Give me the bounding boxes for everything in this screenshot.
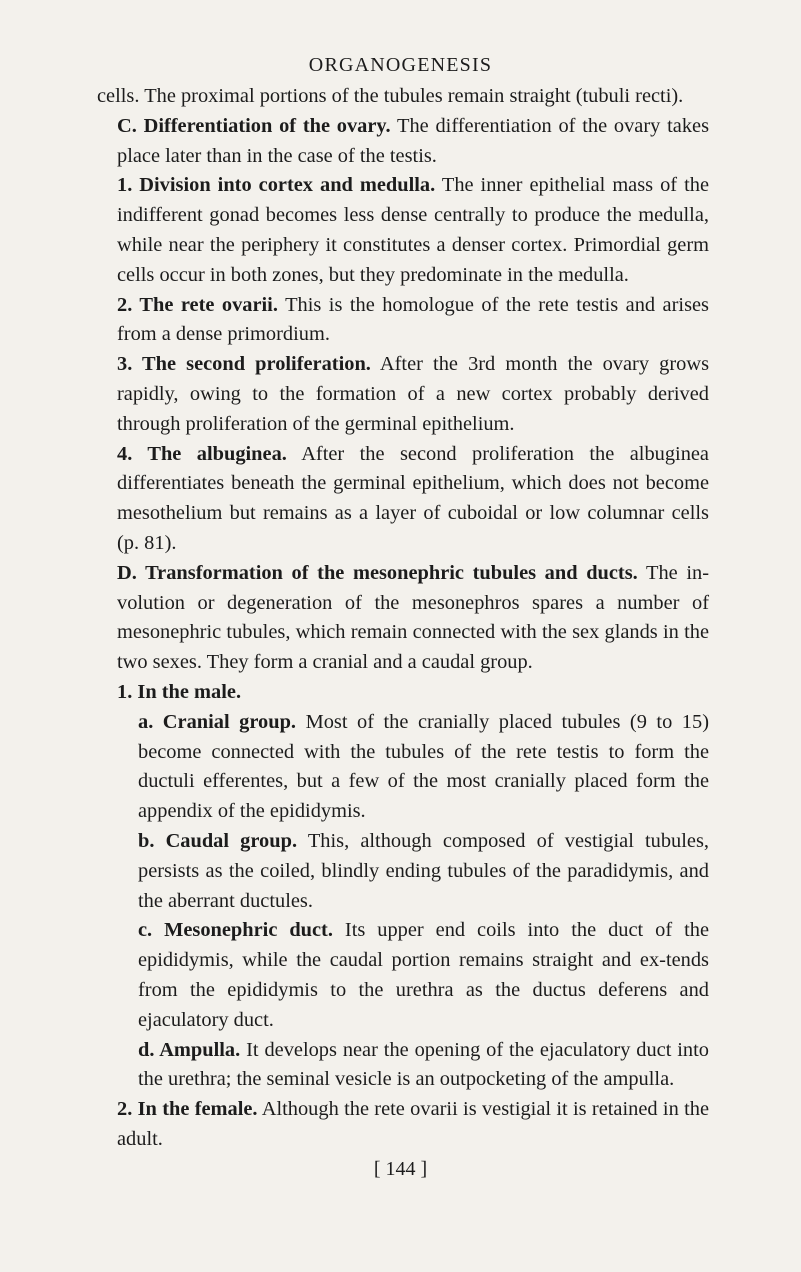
paragraph xyxy=(97,916,709,1035)
paragraph-heading: 1. In the male. xyxy=(117,680,242,703)
paragraph-text: Its upper end coils into the duct of the epididymis, while the caudal portion remains straight and ex-tends from the epididymis to the urethra as the ductus deferens and ejaculatory duct. xyxy=(138,919,709,1031)
paragraph xyxy=(97,171,709,290)
paragraph xyxy=(97,1036,709,1096)
paragraph-heading: 2. The rete ovarii. xyxy=(117,293,278,316)
page-number: [ 144 ] xyxy=(373,1158,428,1180)
paragraph-text: Most of the cranially placed tubules (9 to 15) become connected with the tubules of the rete testis to form the ductuli efferentes, but a few of the most cranially placed form the appendix of the epididymis. xyxy=(138,710,709,823)
paragraph-text: This is the homologue of the rete testis and arises from a dense primordium. xyxy=(117,293,709,346)
paragraph-heading: 2. In the female. xyxy=(117,1098,258,1121)
paragraph xyxy=(97,1095,709,1155)
paragraph xyxy=(97,291,709,351)
paragraph-text: The inner epithelial mass of the indifferent gonad becomes less dense centrally to produce the medulla, while near the periphery it constitutes a denser cortex. Primordial germ cells occur in both zones, but they predominate in the medulla. xyxy=(117,174,709,286)
paragraph xyxy=(97,708,709,827)
paragraph-text: After the 3rd month the ovary grows rapidly, owing to the formation of a new cortex probably derived through proliferation of the germinal epithelium. xyxy=(117,353,709,435)
paragraph-text: After the second proliferation the albuginea differentiates beneath the germinal epithelium, which does not become mesothelium but remains as a layer of cuboidal or low columnar cells (p. 81). xyxy=(117,442,709,554)
paragraph-text: cells. The proximal portions of the tubules remain straight (tubuli recti). xyxy=(97,85,684,107)
paragraph xyxy=(97,559,709,678)
paragraph-text: It develops near the opening of the ejaculatory duct into the urethra; the seminal vesicle is an outpocketing of the ampulla. xyxy=(138,1038,709,1091)
paragraph xyxy=(97,350,709,439)
paragraph-heading: 1. Division into cortex and medulla. xyxy=(117,174,436,197)
paragraph-heading: c. Mesonephric duct. xyxy=(138,919,333,942)
paragraph xyxy=(97,827,709,916)
paragraph-heading: 3. The second proliferation. xyxy=(117,353,371,376)
paragraph-heading: D. Transformation of the mesonephric tubules and ducts. xyxy=(117,561,638,584)
paragraph-heading: b. Caudal group. xyxy=(138,829,298,852)
paragraph-heading: a. Cranial group. xyxy=(138,710,297,733)
running-head: ORGANOGENESIS xyxy=(308,54,493,76)
paragraph xyxy=(97,112,709,172)
paragraph-text: This, although composed of vestigial tubules, persists as the coiled, blindly ending tubules of the paradidymis, and the aberrant ductules. xyxy=(138,829,709,912)
body-text xyxy=(97,82,709,1155)
paragraph-heading: C. Differentiation of the ovary. xyxy=(117,114,391,137)
paragraph-heading: d. Ampulla. xyxy=(138,1038,241,1061)
paragraph-text: Although the rete ovarii is vestigial it is retained in the adult. xyxy=(117,1098,709,1150)
paragraph-text: The in-volution or degeneration of the mesonephros spares a number of mesonephric tubules, which remain connected with the sex glands in the two sexes. They form a cranial and a caudal group. xyxy=(117,561,709,674)
paragraph xyxy=(97,82,709,112)
paragraph xyxy=(97,440,709,559)
paragraph-text: The differentiation of the ovary takes place later than in the case of the testis. xyxy=(117,114,710,167)
paragraph-heading: 4. The albuginea. xyxy=(117,442,287,465)
paragraph xyxy=(97,678,709,708)
